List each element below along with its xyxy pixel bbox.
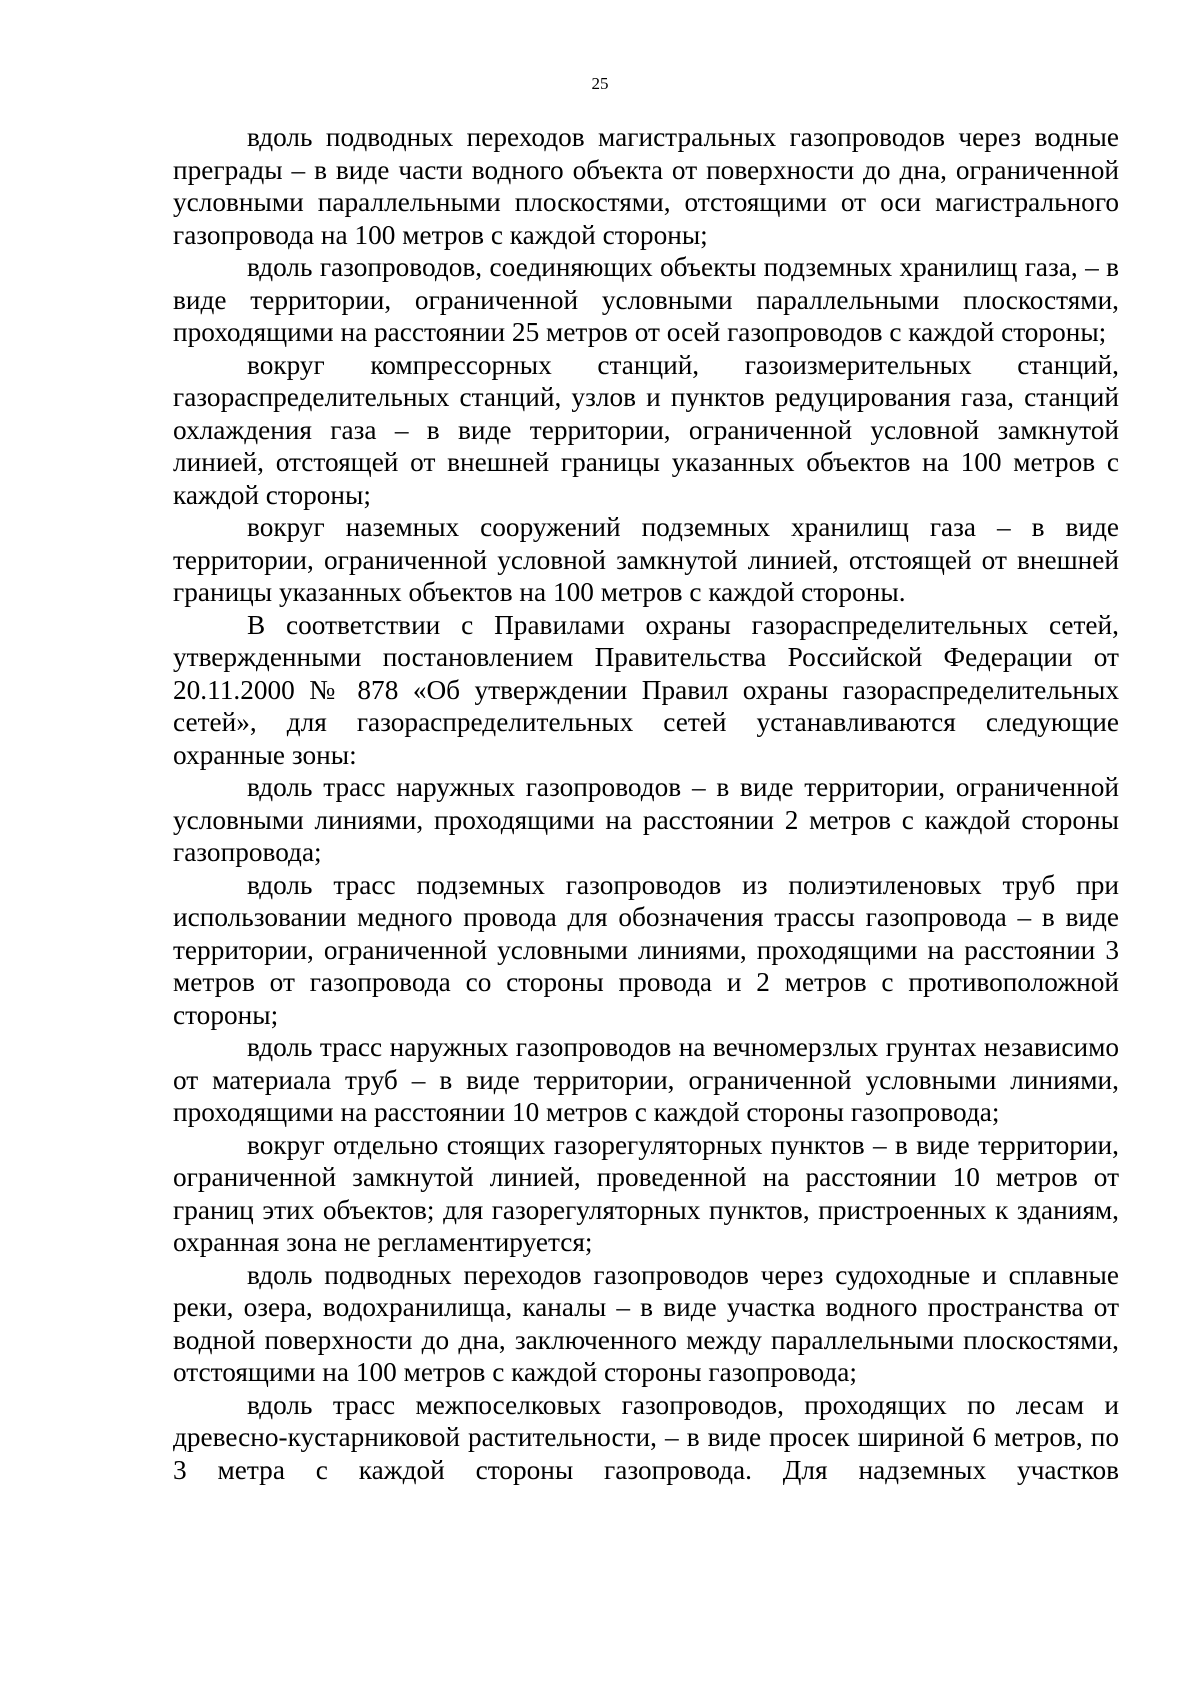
paragraph-1: вдоль подводных переходов магистральных газопроводов через водные преграды – в виде части водного объекта от поверхности до дна, ограниченной условными параллельными плоскостями, отстоящими от оси магистрального газопровода на 100 метров с каждой стороны; — [173, 122, 1119, 250]
paragraph-2: вдоль газопроводов, соединяющих объекты подземных хранилищ газа, – в виде территории, ограниченной условными параллельными плоскостями, проходящими на расстоянии 25 метров от осей газопроводов с каждой стороны; — [173, 252, 1119, 347]
paragraph-3: вокруг компрессорных станций, газоизмерительных станций, газораспределительных станций, узлов и пунктов редуцирования газа, станций охлаждения газа – в виде территории, ограниченной условной замкнутой линией, отстоящей от внешней границы указанных объектов на 100 метров с каждой стороны; — [173, 349, 1119, 510]
paragraph-8: вдоль трасс наружных газопроводов на вечномерзлых грунтах независимо от материала труб – в виде территории, ограниченной условными линиями, проходящими на расстоянии 10 метров с каждой стороны газопровода; — [173, 1032, 1119, 1127]
page-number: 25 — [591, 74, 609, 93]
paragraph-11: вдоль трасс межпоселковых газопроводов, проходящих по лесам и древесно-кустарниковой растительности, – в виде просек шириной 6 метров, по 3 метра с каждой стороны газопровода. Для надземных участков — [173, 1389, 1119, 1485]
paragraph-6: вдоль трасс наружных газопроводов – в виде территории, ограниченной условными линиями, проходящими на расстоянии 2 метров с каждой стороны газопровода; — [173, 772, 1119, 867]
paragraph-9: вокруг отдельно стоящих газорегуляторных пунктов – в виде территории, ограниченной замкнутой линией, проведенной на расстоянии 10 метров от границ этих объектов; для газорегуляторных пунктов, пристроенных к зданиям, охранная зона не регламентируется; — [173, 1129, 1119, 1257]
paragraph-7: вдоль трасс подземных газопроводов из полиэтиленовых труб при использовании медного провода для обозначения трассы газопровода – в виде территории, ограниченной условными линиями, проходящими на расстоянии 3 метров от газопровода со стороны провода и 2 метров с противоположной стороны; — [173, 869, 1119, 1030]
body-text — [173, 121, 1119, 1486]
paragraph-5: В соответствии с Правилами охраны газораспределительных сетей, утвержденными постановлением Правительства Российской Федерации от 20.11.2000 № 878 «Об утверждении Правил охраны газораспределительных сетей», для газораспределительных сетей устанавливаются следующие охранные зоны: — [173, 609, 1119, 770]
paragraph-10: вдоль подводных переходов газопроводов через судоходные и сплавные реки, озера, водохранилища, каналы – в виде участка водного пространства от водной поверхности до дна, заключенного между параллельными плоскостями, отстоящими на 100 метров с каждой стороны газопровода; — [173, 1259, 1119, 1387]
paragraph-4: вокруг наземных сооружений подземных хранилищ газа – в виде территории, ограниченной условной замкнутой линией, отстоящей от внешней границы указанных объектов на 100 метров с каждой стороны. — [173, 512, 1119, 607]
